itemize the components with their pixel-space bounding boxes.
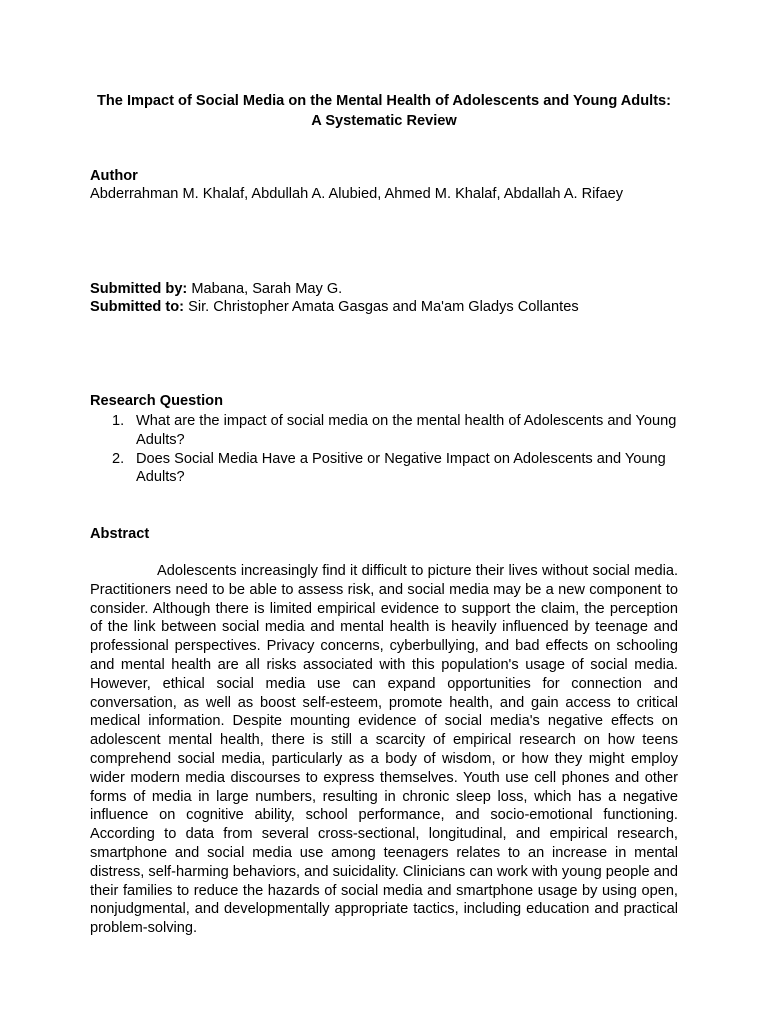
list-number: 2. [112, 450, 125, 467]
research-question-list [112, 412, 678, 487]
research-question-text: Does Social Media Have a Positive or Negative Impact on Adolescents and Young Adults? [136, 450, 666, 486]
submitted-to-value: Sir. Christopher Amata Gasgas and Ma'am Gladys Collantes [184, 299, 579, 315]
author-heading: Author [90, 168, 138, 184]
research-question-item [112, 450, 678, 488]
author-names: Abderrahman M. Khalaf, Abdullah A. Alubied, Ahmed M. Khalaf, Abdallah A. Rifaey [90, 186, 624, 202]
submitted-by-line [90, 280, 678, 299]
document-page [90, 0, 678, 1024]
research-question-text: What are the impact of social media on the mental health of Adolescents and Young Adults? [136, 413, 677, 448]
document-title: The Impact of Social Media on the Mental Health of Adolescents and Young Adults: A Systematic Review [96, 93, 672, 129]
research-question-heading: Research Question [90, 393, 224, 409]
research-question-item [112, 412, 678, 450]
abstract-heading: Abstract [90, 526, 150, 542]
submitted-to-line [90, 298, 678, 317]
submitted-by-value: Mabana, Sarah May G. [187, 281, 343, 297]
submitted-by-label: Submitted by: [90, 281, 188, 297]
submitted-to-label: Submitted to: [90, 299, 185, 315]
abstract-paragraph: Adolescents increasingly find it difficult to picture their lives without social media. Practitioners need to be able to assess risk, and social media may be a new component to consider. Although there is limited empirical evidence to support the claim, the perception of the link between social media and mental health is heavily influenced by teenage and professional perspectives. Privacy concerns, cyberbullying, and bad effects on schooling and mental health are all risks associated with this population's usage of social media. However, ethical social media use can expand opportunities for connection and conversation, as well as boost self-esteem, promote health, and gain access to critical medical information. Despite mounting evidence of social media's negative effects on adolescent mental health, there is still a scarcity of empirical research on how teens comprehend social media, particularly as a body of wisdom, or how they might employ wider modern media discourses to express themselves. Youth use cell phones and other forms of media in large numbers, resulting in chronic sleep loss, which has a negative influence on cognitive ability, school performance, and socio-emotional functioning. According to data from several cross-sectional, longitudinal, and empirical research, smartphone and social media use among teenagers relates to an increase in mental distress, self-harming behaviors, and suicidality. Clinicians can work with young people and their families to reduce the hazards of social media and smartphone usage by using open, nonjudgmental, and developmentally appropriate tactics, including education and practical problem-solving. [90, 563, 678, 937]
list-number: 1. [112, 413, 125, 429]
